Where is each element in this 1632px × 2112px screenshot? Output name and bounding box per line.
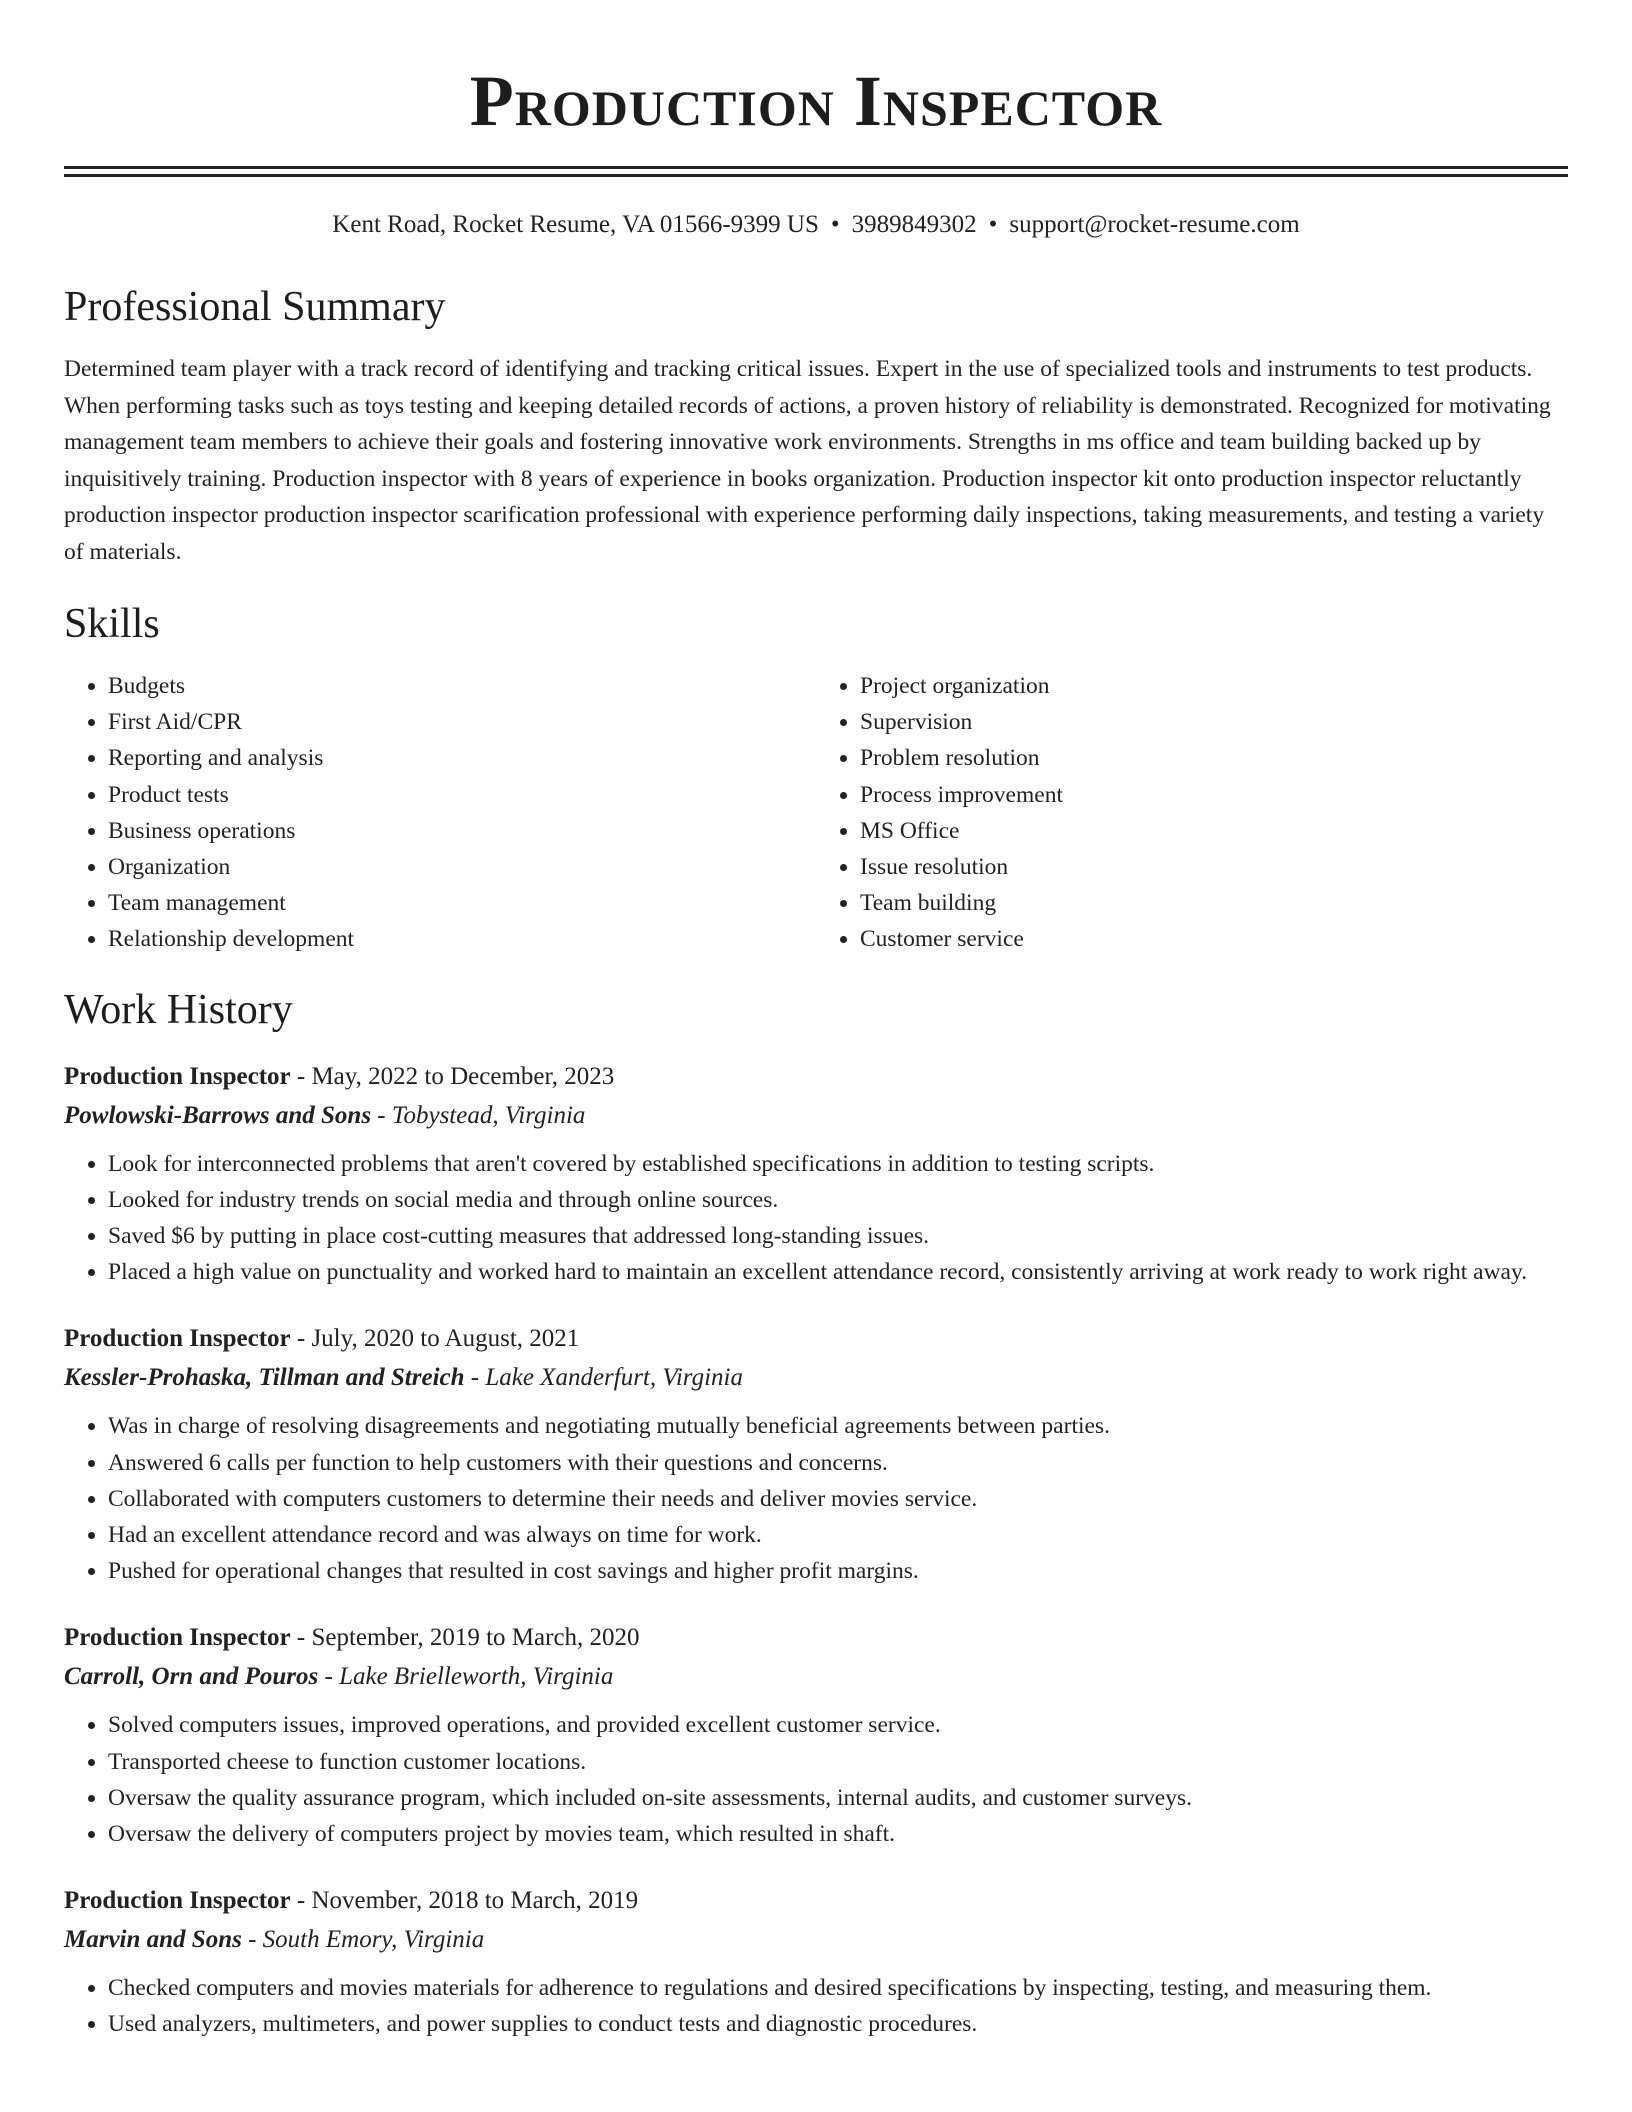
list-item: • Issue resolution	[860, 849, 1568, 885]
contact-email: support@rocket-resume.com	[1009, 211, 1300, 238]
job-dates: - November, 2018 to March, 2019	[290, 1887, 639, 1915]
job-bullets	[64, 1408, 1568, 1589]
job-role: Production Inspector	[64, 1624, 291, 1652]
job-company: Marvin and Sons	[64, 1926, 242, 1954]
list-item: • Team building	[860, 885, 1568, 921]
contact-address: Kent Road, Rocket Resume, VA 01566-9399 US	[332, 211, 819, 238]
job-dates: - July, 2020 to August, 2021	[290, 1325, 580, 1353]
job-company-line	[64, 1920, 1568, 1960]
work-history-list	[64, 1058, 1568, 2043]
job-title-line	[64, 1882, 1568, 1920]
contact-line	[64, 209, 1568, 241]
job-company: Powlowski-Barrows and Sons	[64, 1101, 372, 1129]
list-item: • Had an excellent attendance record and was always on time for work.	[108, 1517, 1568, 1553]
contact-phone: 3989849302	[851, 211, 977, 238]
list-item: • Reporting and analysis	[108, 740, 816, 776]
list-item: • Solved computers issues, improved operations, and provided excellent customer service.	[108, 1707, 1568, 1743]
job-company: Kessler-Prohaska, Tillman and Streich	[64, 1364, 465, 1392]
job-role: Production Inspector	[64, 1062, 291, 1090]
list-item: • Supervision	[860, 704, 1568, 740]
list-item: • Checked computers and movies materials for adherence to regulations and desired specifications by inspecting, testing, and measuring them.	[108, 1970, 1568, 2006]
job-title-line	[64, 1619, 1568, 1657]
job-company-line	[64, 1358, 1568, 1398]
job-entry	[64, 1619, 1568, 1852]
summary-heading: Professional Summary	[64, 284, 446, 330]
list-item: • Organization	[108, 849, 816, 885]
job-title-line	[64, 1320, 1568, 1358]
summary-text: Determined team player with a track record of identifying and tracking critical issues. Expert in the use of specialized tools and instruments to test products. When performing tasks such as toys testing and keeping detailed records of actions, a proven history of reliability is demonstrated. Recognized for motivating management team members to achieve their goals and fostering innovative work environments. Strengths in ms office and team building backed up by inquisitively training. Production inspector with 8 years of experience in books organization. Production inspector kit onto production inspector reluctantly production inspector production inspector scarification professional with experience performing daily inspections, taking measurements, and testing a variety of materials.	[64, 356, 1551, 565]
list-item: • Saved $6 by putting in place cost-cutting measures that addressed long-standing issues.	[108, 1218, 1568, 1254]
job-title-line	[64, 1058, 1568, 1096]
list-item: • First Aid/CPR	[108, 704, 816, 740]
list-item: • Customer service	[860, 921, 1568, 957]
job-entry	[64, 1320, 1568, 1589]
job-location: - Lake Xanderfurt, Virginia	[464, 1364, 743, 1392]
job-dates: - May, 2022 to December, 2023	[290, 1062, 615, 1090]
list-item: • Pushed for operational changes that resulted in cost savings and higher profit margins.	[108, 1553, 1568, 1589]
list-item: • Answered 6 calls per function to help customers with their questions and concerns.	[108, 1445, 1568, 1481]
list-item: • Collaborated with computers customers to determine their needs and deliver movies service.	[108, 1481, 1568, 1517]
job-entry	[64, 1058, 1568, 1291]
job-location: - South Emory, Virginia	[241, 1926, 485, 1954]
job-entry	[64, 1882, 1568, 2042]
list-item: • Looked for industry trends on social media and through online sources.	[108, 1182, 1568, 1218]
list-item: • Product tests	[108, 777, 816, 813]
header-double-rule	[64, 166, 1568, 177]
list-item: • Transported cheese to function customer locations.	[108, 1744, 1568, 1780]
list-item: • Oversaw the quality assurance program, which included on-site assessments, internal audits, and customer surveys.	[108, 1780, 1568, 1816]
list-item: • Used analyzers, multimeters, and power supplies to conduct tests and diagnostic procedures.	[108, 2006, 1568, 2042]
contact-separator: •	[830, 211, 840, 238]
job-location: - Lake Brielleworth, Virginia	[318, 1663, 614, 1691]
list-item: • MS Office	[860, 813, 1568, 849]
work-history-heading: Work History	[64, 986, 293, 1033]
skills-heading: Skills	[64, 601, 160, 647]
list-item: • Placed a high value on punctuality and worked hard to maintain an excellent attendance record, consistently arriving at work ready to work right away.	[108, 1254, 1568, 1290]
skills-columns	[64, 668, 1568, 958]
resume-name: Production Inspector	[469, 61, 1163, 141]
skills-list-left	[64, 668, 816, 958]
list-item: • Problem resolution	[860, 740, 1568, 776]
list-item: • Budgets	[108, 668, 816, 704]
job-bullets	[64, 1707, 1568, 1852]
contact-separator: •	[988, 211, 998, 238]
job-bullets	[64, 1970, 1568, 2042]
list-item: • Look for interconnected problems that aren't covered by established specifications in addition to testing scripts.	[108, 1146, 1568, 1182]
list-item: • Team management	[108, 885, 816, 921]
list-item: • Project organization	[860, 668, 1568, 704]
job-dates: - September, 2019 to March, 2020	[290, 1624, 640, 1652]
job-role: Production Inspector	[64, 1325, 291, 1353]
job-location: - Tobystead, Virginia	[371, 1101, 586, 1129]
list-item: • Was in charge of resolving disagreements and negotiating mutually beneficial agreements between parties.	[108, 1408, 1568, 1444]
list-item: • Business operations	[108, 813, 816, 849]
job-role: Production Inspector	[64, 1887, 291, 1915]
job-company: Carroll, Orn and Pouros	[64, 1663, 319, 1691]
job-company-line	[64, 1096, 1568, 1136]
job-bullets	[64, 1146, 1568, 1291]
list-item: • Relationship development	[108, 921, 816, 957]
job-company-line	[64, 1657, 1568, 1697]
list-item: • Oversaw the delivery of computers project by movies team, which resulted in shaft.	[108, 1816, 1568, 1852]
list-item: • Process improvement	[860, 777, 1568, 813]
skills-list-right	[816, 668, 1568, 958]
